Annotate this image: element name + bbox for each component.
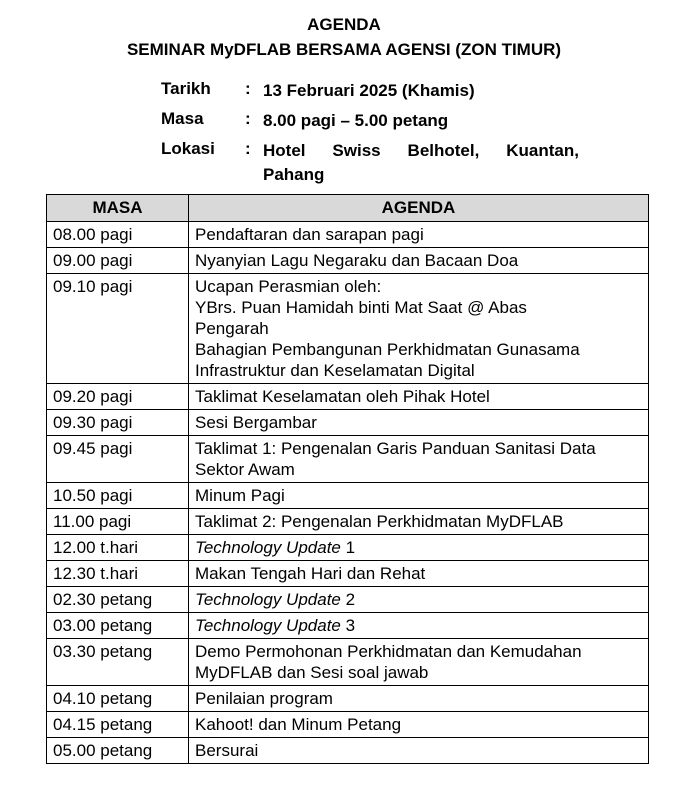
masa-colon: :: [245, 109, 251, 128]
lokasi-word: Hotel: [263, 141, 306, 160]
row-agenda: [189, 613, 649, 639]
row-agenda: Sesi Bergambar: [189, 410, 649, 436]
row-masa: 04.10 petang: [47, 686, 189, 712]
lokasi-label: Lokasi: [161, 139, 215, 158]
tarikh-value: 13 Februari 2025 (Khamis): [263, 81, 475, 100]
agenda-suffix: 2: [340, 590, 356, 609]
table-row: [47, 436, 649, 483]
row-agenda: [189, 587, 649, 613]
lokasi-line-1: [263, 139, 579, 163]
agenda-line: Demo Permohonan Perkhidmatan dan Kemudahan: [195, 642, 582, 661]
table-row: [47, 613, 649, 639]
table-row: [47, 587, 649, 613]
lokasi-word: Swiss: [332, 141, 381, 160]
row-masa: 11.00 pagi: [47, 509, 189, 535]
row-masa: 04.15 petang: [47, 712, 189, 738]
lokasi-word: Kuantan,: [506, 141, 579, 160]
tarikh-colon: :: [245, 79, 251, 98]
row-masa: 08.00 pagi: [47, 222, 189, 248]
table-row: [47, 410, 649, 436]
agenda-table: [46, 194, 649, 764]
page-title: AGENDA: [307, 15, 381, 34]
row-agenda: Taklimat Keselamatan oleh Pihak Hotel: [189, 384, 649, 410]
row-masa: 09.00 pagi: [47, 248, 189, 274]
masa-value: 8.00 pagi – 5.00 petang: [263, 111, 449, 130]
table-row: [47, 561, 649, 587]
agenda-suffix: 3: [340, 616, 356, 635]
row-masa: 12.00 t.hari: [47, 535, 189, 561]
row-agenda: Penilaian program: [189, 686, 649, 712]
row-agenda: Kahoot! dan Minum Petang: [189, 712, 649, 738]
table-row: [47, 222, 649, 248]
row-masa: 09.30 pagi: [47, 410, 189, 436]
page-subtitle: SEMINAR MyDFLAB BERSAMA AGENSI (ZON TIMUR): [126, 40, 562, 59]
row-masa: 02.30 petang: [47, 587, 189, 613]
table-row: [47, 384, 649, 410]
table-row: [47, 686, 649, 712]
lokasi-value: [263, 139, 579, 187]
agenda-line: Taklimat 1: Pengenalan Garis Panduan Sanitasi Data: [195, 439, 596, 458]
row-masa: 09.20 pagi: [47, 384, 189, 410]
row-agenda: Makan Tengah Hari dan Rehat: [189, 561, 649, 587]
row-agenda: Minum Pagi: [189, 483, 649, 509]
lokasi-colon: :: [245, 139, 251, 158]
row-agenda: [189, 535, 649, 561]
agenda-italic: Technology Update: [195, 538, 341, 557]
table-header-row: [47, 195, 649, 222]
agenda-line: MyDFLAB dan Sesi soal jawab: [195, 663, 429, 682]
table-row: [47, 535, 649, 561]
table-row: [47, 712, 649, 738]
header-masa: MASA: [47, 195, 189, 222]
agenda-italic: Technology Update: [195, 616, 341, 635]
row-masa: 03.30 petang: [47, 639, 189, 686]
row-masa: 09.10 pagi: [47, 274, 189, 384]
lokasi-line-2: Pahang: [263, 165, 325, 184]
row-agenda: Taklimat 2: Pengenalan Perkhidmatan MyDFLAB: [189, 509, 649, 535]
agenda-line: Infrastruktur dan Keselamatan Digital: [195, 361, 475, 380]
row-masa: 10.50 pagi: [47, 483, 189, 509]
agenda-line: Ucapan Perasmian oleh:: [195, 277, 382, 296]
tarikh-label: Tarikh: [161, 79, 211, 98]
agenda-line: Sektor Awam: [195, 460, 295, 479]
agenda-suffix: 1: [340, 538, 356, 557]
agenda-line: Bahagian Pembangunan Perkhidmatan Gunasama: [195, 340, 580, 359]
row-agenda: [189, 436, 649, 483]
table-row: [47, 274, 649, 384]
row-agenda: Pendaftaran dan sarapan pagi: [189, 222, 649, 248]
table-row: [47, 738, 649, 764]
row-masa: 09.45 pagi: [47, 436, 189, 483]
table-row: [47, 509, 649, 535]
header-agenda: AGENDA: [189, 195, 649, 222]
table-row: [47, 639, 649, 686]
agenda-italic: Technology Update: [195, 590, 341, 609]
row-masa: 05.00 petang: [47, 738, 189, 764]
row-agenda: Nyanyian Lagu Negaraku dan Bacaan Doa: [189, 248, 649, 274]
agenda-line: YBrs. Puan Hamidah binti Mat Saat @ Abas: [195, 298, 527, 317]
masa-label: Masa: [161, 109, 204, 128]
row-agenda: [189, 639, 649, 686]
agenda-line: Pengarah: [195, 319, 269, 338]
lokasi-word: Belhotel,: [407, 141, 480, 160]
row-agenda: Bersurai: [189, 738, 649, 764]
row-agenda: [189, 274, 649, 384]
row-masa: 12.30 t.hari: [47, 561, 189, 587]
row-masa: 03.00 petang: [47, 613, 189, 639]
table-row: [47, 248, 649, 274]
table-row: [47, 483, 649, 509]
